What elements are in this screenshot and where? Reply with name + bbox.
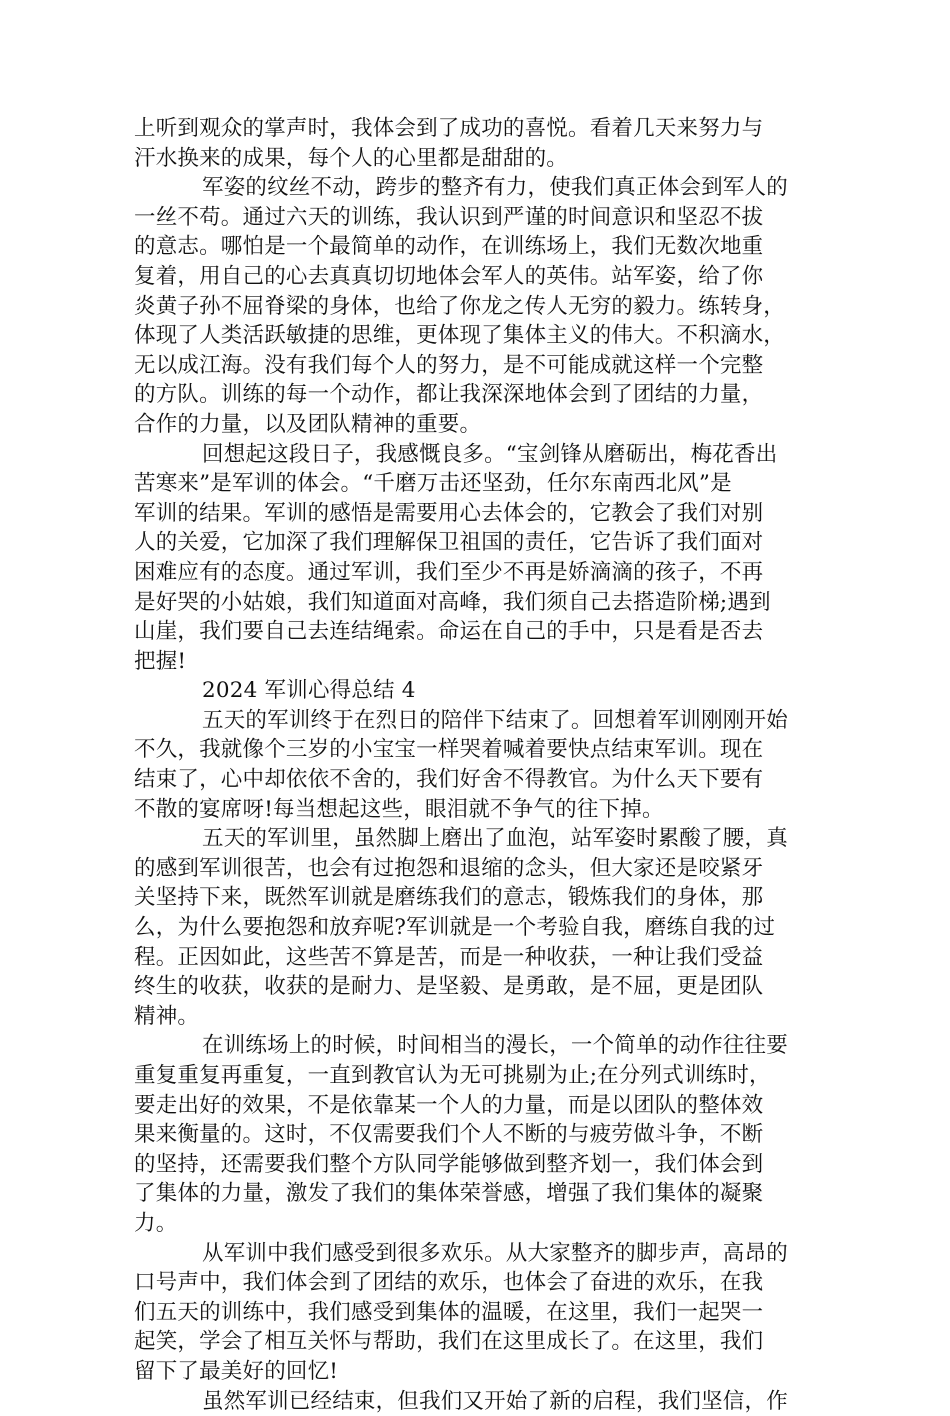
text-line: 五天的军训终于在烈日的陪伴下结束了。回想着军训刚刚开始: [202, 707, 788, 733]
text-line: 军姿的纹丝不动，跨步的整齐有力，使我们真正体会到军人的: [202, 175, 788, 201]
text-line: 复着，用自己的心去真真切切地体会军人的英伟。站军姿，给了你: [134, 263, 764, 289]
text-line: 终生的收获，收获的是耐力、是坚毅、是勇敢，是不屈，更是团队: [134, 974, 764, 1000]
text-line: 要走出好的效果，不是依靠某一个人的力量，而是以团队的整体效: [134, 1092, 764, 1118]
text-line: 困难应有的态度。通过军训，我们至少不再是娇滴滴的孩子，不再: [134, 559, 764, 585]
text-line: 口号声中，我们体会到了团结的欢乐，也体会了奋进的欢乐，在我: [134, 1270, 764, 1296]
text-line: 人的关爱，它加深了我们理解保卫祖国的责任，它告诉了我们面对: [134, 530, 764, 556]
text-line: 留下了最美好的回忆!: [134, 1358, 339, 1384]
text-line: 么，为什么要抱怨和放弃呢?军训就是一个考验自我，磨练自我的过: [134, 915, 776, 941]
text-line: 在训练场上的时候，时间相当的漫长，一个简单的动作往往要: [202, 1033, 788, 1059]
text-line: 回想起这段日子，我感慨良多。“宝剑锋从磨砺出，梅花香出: [202, 441, 778, 467]
text-line: 苦寒来”是军训的体会。“千磨万击还坚劲，任尔东南西北风”是: [134, 471, 732, 497]
text-line: 体现了人类活跃敏捷的思维，更体现了集体主义的伟大。不积滴水，: [134, 323, 786, 349]
text-line: 的坚持，还需要我们整个方队同学能够做到整齐划一，我们体会到: [134, 1151, 764, 1177]
text-line: 从军训中我们感受到很多欢乐。从大家整齐的脚步声，高昂的: [202, 1240, 788, 1266]
text-line: 五天的军训里，虽然脚上磨出了血泡，站军姿时累酸了腰，真: [202, 826, 788, 852]
text-line: 们五天的训练中，我们感受到集体的温暖，在这里，我们一起哭一: [134, 1299, 764, 1325]
text-line: 山崖，我们要自己去连结绳索。命运在自己的手中，只是看是否去: [134, 619, 764, 645]
document-body: [134, 114, 816, 1416]
text-line: 2024 军训心得总结 4: [202, 678, 416, 704]
text-line: 把握!: [134, 648, 187, 674]
text-line: 是好哭的小姑娘，我们知道面对高峰，我们须自己去搭造阶梯;遇到: [134, 589, 771, 615]
text-line: 的方队。训练的每一个动作，都让我深深地体会到了团结的力量，: [134, 382, 764, 408]
text-line: 一丝不苟。通过六天的训练，我认识到严谨的时间意识和坚忍不拔: [134, 204, 764, 230]
text-line: 结束了，心中却依依不舍的，我们好舍不得教官。为什么天下要有: [134, 767, 764, 793]
text-line: 汗水换来的成果，每个人的心里都是甜甜的。: [134, 145, 569, 171]
text-line: 炎黄子孙不屈脊梁的身体，也给了你龙之传人无穷的毅力。练转身，: [134, 293, 786, 319]
text-line: 力。: [134, 1210, 178, 1236]
text-line: 了集体的力量，激发了我们的集体荣誉感，增强了我们集体的凝聚: [134, 1181, 764, 1207]
text-line: 合作的力量，以及团队精神的重要。: [134, 411, 482, 437]
text-line: 虽然军训已经结束，但我们又开始了新的启程，我们坚信，作: [202, 1388, 788, 1414]
text-line: 起笑，学会了相互关怀与帮助，我们在这里成长了。在这里，我们: [134, 1329, 764, 1355]
text-line: 程。正因如此，这些苦不算是苦，而是一种收获，一种让我们受益: [134, 944, 764, 970]
text-line: 精神。: [134, 1003, 200, 1029]
text-line: 不散的宴席呀!每当想起这些，眼泪就不争气的往下掉。: [134, 796, 664, 822]
text-line: 的感到军训很苦，也会有过抱怨和退缩的念头，但大家还是咬紧牙: [134, 855, 764, 881]
text-line: 重复重复再重复，一直到教官认为无可挑剔为止;在分列式训练时，: [134, 1063, 771, 1088]
text-line: 不久，我就像个三岁的小宝宝一样哭着喊着要快点结束军训。现在: [134, 737, 764, 763]
text-line: 上听到观众的掌声时，我体会到了成功的喜悦。看着几天来努力与: [134, 116, 764, 141]
text-line: 无以成江海。没有我们每个人的努力，是不可能成就这样一个完整: [134, 352, 764, 378]
text-line: 军训的结果。军训的感悟是需要用心去体会的，它教会了我们对别: [134, 500, 764, 526]
text-line: 的意志。哪怕是一个最简单的动作，在训练场上，我们无数次地重: [134, 234, 764, 260]
text-line: 关坚持下来，既然军训就是磨练我们的意志，锻炼我们的身体，那: [134, 885, 764, 911]
text-line: 果来衡量的。这时，不仅需要我们个人不断的与疲劳做斗争，不断: [134, 1122, 764, 1148]
